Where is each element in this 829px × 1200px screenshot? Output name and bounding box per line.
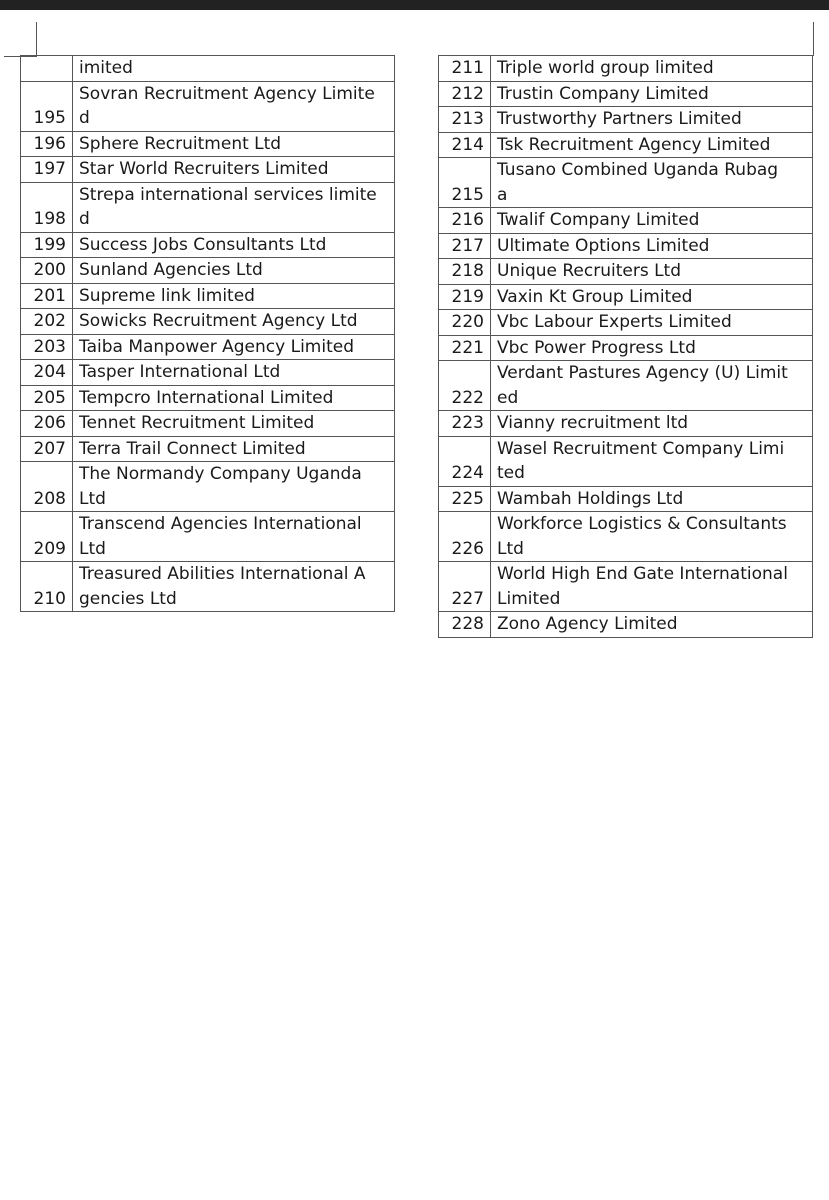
table-row bbox=[21, 157, 395, 183]
row-number: 203 bbox=[21, 334, 73, 360]
agency-name-line: Ultimate Options Limited bbox=[497, 235, 710, 256]
agency-table-right bbox=[438, 55, 813, 638]
top-bar bbox=[0, 0, 829, 10]
agency-name-line: Vbc Labour Experts Limited bbox=[497, 312, 732, 332]
agency-name-line: Sovran Recruitment Agency Limite bbox=[79, 83, 375, 104]
agency-name-line: Sowicks Recruitment Agency Ltd bbox=[79, 311, 358, 331]
crop-mark-left-vertical bbox=[36, 22, 37, 56]
row-number: 210 bbox=[21, 562, 73, 612]
agency-name-line: Workforce Logistics & Consultants bbox=[497, 514, 787, 534]
agency-name-line: Limited bbox=[497, 588, 561, 609]
table-row bbox=[439, 562, 813, 612]
table-row bbox=[21, 232, 395, 258]
row-number: 214 bbox=[439, 132, 491, 158]
row-number: 215 bbox=[439, 158, 491, 208]
table-row bbox=[21, 360, 395, 386]
row-number: 217 bbox=[439, 233, 491, 259]
agency-name bbox=[73, 131, 395, 157]
agency-name bbox=[73, 157, 395, 183]
table-row bbox=[439, 107, 813, 133]
table-row bbox=[21, 81, 395, 131]
table-row bbox=[439, 436, 813, 486]
agency-name-line: Tsk Recruitment Agency Limited bbox=[497, 134, 771, 155]
agency-name bbox=[491, 361, 813, 411]
agency-name bbox=[73, 436, 395, 462]
agency-name-line: Triple world group limited bbox=[497, 58, 714, 78]
agency-name bbox=[73, 81, 395, 131]
agency-name-line: Ltd bbox=[79, 488, 106, 509]
agency-name bbox=[73, 283, 395, 309]
table-row bbox=[21, 258, 395, 284]
agency-name bbox=[73, 360, 395, 386]
table-row bbox=[439, 411, 813, 437]
table-row bbox=[21, 334, 395, 360]
table-row bbox=[439, 208, 813, 234]
agency-name bbox=[491, 81, 813, 107]
row-number: 219 bbox=[439, 284, 491, 310]
agency-name-line: Zono Agency Limited bbox=[497, 614, 678, 634]
agency-name bbox=[73, 411, 395, 437]
row-number: 211 bbox=[439, 56, 491, 82]
table-body-left bbox=[21, 56, 395, 612]
table-row bbox=[21, 56, 395, 82]
table-row bbox=[439, 486, 813, 512]
agency-name-line: Transcend Agencies International bbox=[79, 514, 362, 534]
agency-name-line: Ltd bbox=[497, 538, 524, 559]
agency-table-left bbox=[20, 55, 395, 612]
agency-name-line: Star World Recruiters Limited bbox=[79, 159, 329, 179]
table-row bbox=[21, 309, 395, 335]
agency-name-line: gencies Ltd bbox=[79, 588, 177, 609]
row-number: 207 bbox=[21, 436, 73, 462]
row-number: 205 bbox=[21, 385, 73, 411]
table-row bbox=[21, 512, 395, 562]
row-number: 227 bbox=[439, 562, 491, 612]
agency-name bbox=[491, 512, 813, 562]
row-number: 225 bbox=[439, 486, 491, 512]
row-number: 201 bbox=[21, 283, 73, 309]
agency-name bbox=[491, 335, 813, 361]
agency-name-line: Tusano Combined Uganda Rubag bbox=[497, 160, 779, 180]
agency-name-line: Vbc Power Progress Ltd bbox=[497, 337, 696, 358]
table-row bbox=[439, 56, 813, 82]
row-number: 196 bbox=[21, 131, 73, 157]
agency-name-line: Terra Trail Connect Limited bbox=[79, 438, 306, 459]
table-row bbox=[439, 335, 813, 361]
table-row bbox=[439, 284, 813, 310]
agency-name bbox=[73, 258, 395, 284]
row-number: 216 bbox=[439, 208, 491, 234]
row-number: 199 bbox=[21, 232, 73, 258]
agency-name-line: ted bbox=[497, 463, 525, 483]
row-number: 198 bbox=[21, 182, 73, 232]
agency-name bbox=[491, 310, 813, 336]
agency-name-line: Sunland Agencies Ltd bbox=[79, 260, 263, 280]
row-number: 221 bbox=[439, 335, 491, 361]
agency-name-line: Wambah Holdings Ltd bbox=[497, 488, 684, 509]
table-row bbox=[21, 131, 395, 157]
agency-name-line: d bbox=[79, 209, 90, 229]
row-number: 195 bbox=[21, 81, 73, 131]
row-number: 200 bbox=[21, 258, 73, 284]
agency-name-line: Tennet Recruitment Limited bbox=[79, 413, 315, 433]
agency-name-line: The Normandy Company Uganda bbox=[79, 464, 362, 484]
table-row bbox=[21, 411, 395, 437]
table-row bbox=[439, 310, 813, 336]
agency-name bbox=[491, 411, 813, 437]
agency-name bbox=[491, 436, 813, 486]
row-number: 204 bbox=[21, 360, 73, 386]
agency-name-line: Verdant Pastures Agency (U) Limit bbox=[497, 363, 788, 383]
agency-name bbox=[491, 158, 813, 208]
agency-name-line: imited bbox=[79, 58, 133, 78]
row-number: 212 bbox=[439, 81, 491, 107]
agency-name bbox=[73, 462, 395, 512]
agency-name-line: a bbox=[497, 184, 508, 205]
row-number: 228 bbox=[439, 612, 491, 638]
agency-name bbox=[491, 208, 813, 234]
agency-name-line: Taiba Manpower Agency Limited bbox=[79, 336, 354, 357]
row-number: 218 bbox=[439, 259, 491, 285]
agency-name bbox=[491, 562, 813, 612]
agency-name-line: Twalif Company Limited bbox=[497, 210, 700, 230]
table-row bbox=[21, 182, 395, 232]
agency-name bbox=[491, 259, 813, 285]
row-number: 202 bbox=[21, 309, 73, 335]
row-number: 223 bbox=[439, 411, 491, 437]
agency-name-line: Tasper International Ltd bbox=[79, 362, 281, 382]
agency-name-line: Tempcro International Limited bbox=[79, 387, 334, 408]
crop-mark-right-vertical bbox=[813, 22, 814, 56]
row-number: 206 bbox=[21, 411, 73, 437]
table-row bbox=[439, 233, 813, 259]
agency-name-line: Strepa international services limite bbox=[79, 184, 377, 205]
row-number: 208 bbox=[21, 462, 73, 512]
agency-name-line: d bbox=[79, 108, 90, 128]
agency-name bbox=[491, 284, 813, 310]
agency-name bbox=[73, 512, 395, 562]
agency-name-line: Treasured Abilities International A bbox=[79, 564, 366, 584]
table-row bbox=[439, 158, 813, 208]
table-row bbox=[439, 259, 813, 285]
row-number: 220 bbox=[439, 310, 491, 336]
table-row bbox=[21, 436, 395, 462]
agency-name-line: Trustin Company Limited bbox=[497, 83, 709, 104]
table-row bbox=[439, 612, 813, 638]
agency-name bbox=[73, 56, 395, 82]
agency-name-line: Wasel Recruitment Company Limi bbox=[497, 438, 785, 459]
agency-name-line: Ltd bbox=[79, 538, 106, 559]
agency-name-line: World High End Gate International bbox=[497, 564, 788, 584]
table-row bbox=[21, 562, 395, 612]
agency-name bbox=[491, 486, 813, 512]
agency-name-line: Trustworthy Partners Limited bbox=[497, 109, 742, 129]
table-row bbox=[21, 385, 395, 411]
agency-name bbox=[73, 562, 395, 612]
row-number: 226 bbox=[439, 512, 491, 562]
table-row bbox=[439, 81, 813, 107]
table-body-right bbox=[439, 56, 813, 638]
agency-name-line: Sphere Recruitment Ltd bbox=[79, 133, 282, 154]
agency-name bbox=[491, 233, 813, 259]
row-number: 224 bbox=[439, 436, 491, 486]
agency-name bbox=[73, 385, 395, 411]
agency-name-line: Vianny recruitment ltd bbox=[497, 413, 689, 433]
agency-name bbox=[73, 309, 395, 335]
agency-name bbox=[491, 612, 813, 638]
table-row bbox=[439, 361, 813, 411]
agency-name-line: Vaxin Kt Group Limited bbox=[497, 286, 693, 307]
table-row bbox=[439, 512, 813, 562]
row-number: 222 bbox=[439, 361, 491, 411]
agency-name-line: Unique Recruiters Ltd bbox=[497, 261, 682, 281]
agency-name-line: Success Jobs Consultants Ltd bbox=[79, 234, 327, 255]
agency-name bbox=[491, 132, 813, 158]
row-number: 197 bbox=[21, 157, 73, 183]
row-number: 213 bbox=[439, 107, 491, 133]
row-number: 209 bbox=[21, 512, 73, 562]
agency-name bbox=[73, 334, 395, 360]
agency-name bbox=[491, 107, 813, 133]
table-row bbox=[439, 132, 813, 158]
agency-name-line: Supreme link limited bbox=[79, 285, 255, 306]
agency-name bbox=[73, 182, 395, 232]
table-row bbox=[21, 462, 395, 512]
agency-name bbox=[73, 232, 395, 258]
table-row bbox=[21, 283, 395, 309]
agency-name-line: ed bbox=[497, 387, 519, 408]
row-number bbox=[21, 56, 73, 82]
agency-name bbox=[491, 56, 813, 82]
